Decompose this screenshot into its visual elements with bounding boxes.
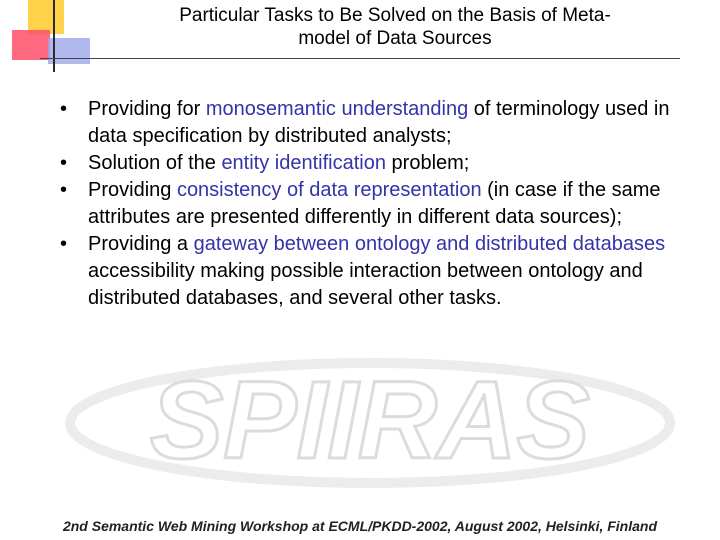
bullet-list [60,96,680,312]
highlighted-term: entity identification [221,152,386,174]
slide-title [95,4,695,50]
bullet-text: problem; [385,152,470,174]
bullet-item [60,177,680,231]
decor-vertical-line [53,0,55,72]
bullet-text: Providing [88,179,177,201]
decor-red-square [12,30,50,60]
bullet-text: (in case if the same attributes are presented differently in different data sources); [88,179,661,228]
bullet-text: Providing a [88,233,194,255]
bullet-text: of terminology used in data specification by distributed analysts; [88,98,670,147]
footer-text: 2nd Semantic Web Mining Workshop at ECML/PKDD-2002, August 2002, Helsinki, Finland [62,518,658,534]
decor-yellow-square [28,0,64,34]
highlighted-term: monosemantic understanding [205,98,469,120]
highlighted-term: gateway between ontology and distributed databases [193,233,666,255]
bullet-text: accessibility making possible interaction between ontology and distributed databases, and several other tasks. [88,260,643,309]
bullet-item [60,96,680,150]
bullet-text: Solution of the [88,152,222,174]
title-line-1: Particular Tasks to Be Solved on the Basis of Meta- [179,5,611,26]
highlighted-term: consistency of data representation [176,179,482,201]
watermark-logo [40,318,700,528]
bullet-item [60,231,680,312]
title-line-2: model of Data Sources [298,28,492,49]
bullet-item [60,150,680,177]
watermark-text: SPIIRAS [149,359,591,482]
bullet-text: Providing for [88,98,206,120]
title-underline [40,58,680,59]
